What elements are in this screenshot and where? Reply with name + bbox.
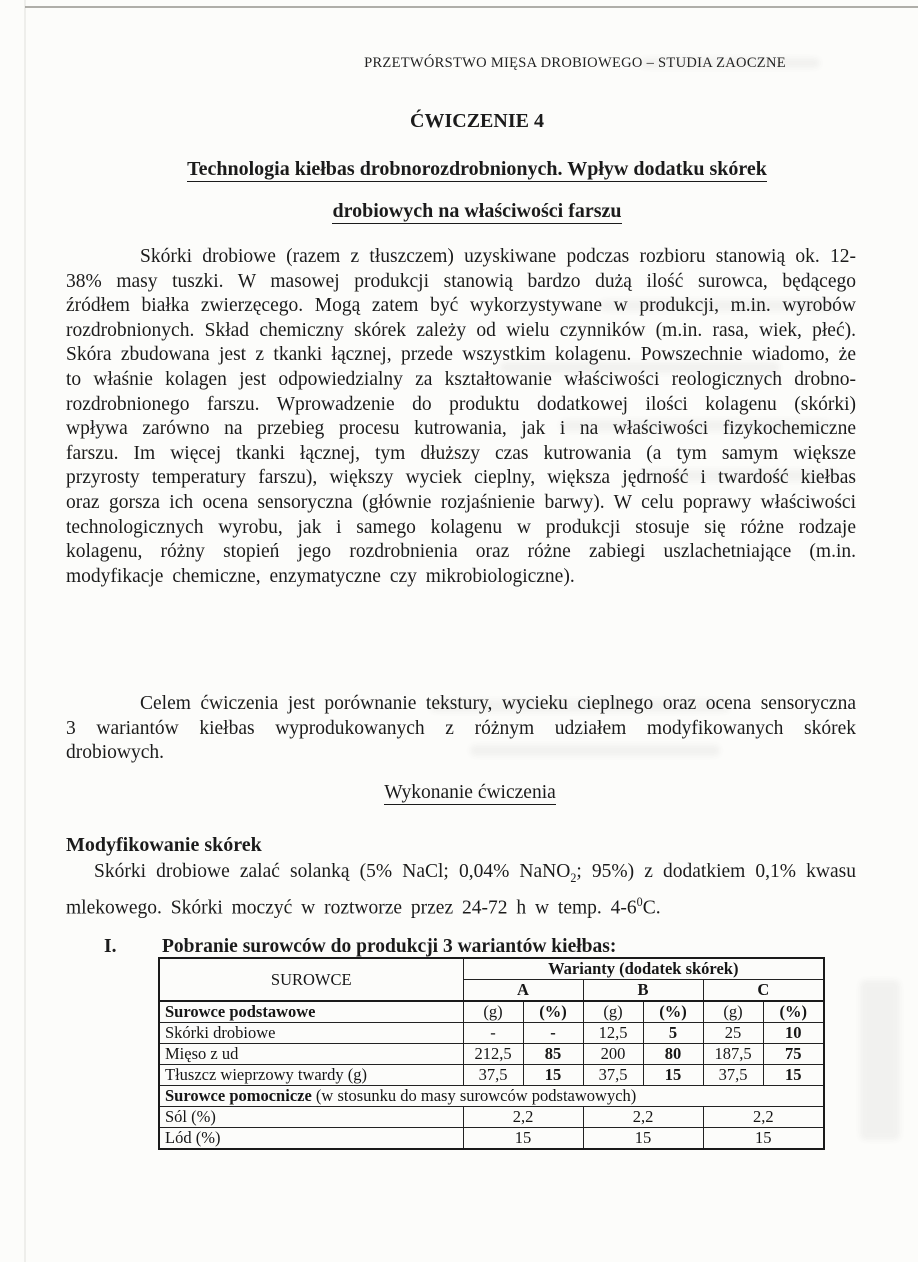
table-cell: 37,5 bbox=[703, 1065, 763, 1086]
scan-page-edge bbox=[24, 0, 26, 1262]
variant-a-header: A bbox=[463, 980, 583, 1002]
section-heading-text: Wykonanie ćwiczenia bbox=[384, 782, 556, 803]
table-cell: 37,5 bbox=[463, 1065, 523, 1086]
ingredients-table bbox=[158, 957, 825, 1150]
document-title bbox=[82, 148, 872, 232]
row-label: Sól (%) bbox=[159, 1107, 463, 1128]
aim-paragraph: Celem ćwiczenia jest porównanie tekstury, wycieku cieplnego oraz ocena sensoryczna 3 wariantów kiełbas wyprodukowanych z różnym udziałem modyfikowanych skórek drobiowych. bbox=[66, 693, 856, 764]
table-row-sol bbox=[159, 1107, 824, 1128]
table-cell: 15 bbox=[643, 1065, 703, 1086]
unit-cell: (%) bbox=[763, 1001, 824, 1023]
bleed-through-smudge bbox=[860, 980, 900, 1140]
modification-text-part: Skórki drobiowe zalać solanką (5% NaCl; 0,04% NaNO bbox=[94, 861, 571, 882]
table-cell: 2,2 bbox=[583, 1107, 703, 1128]
unit-cell: (g) bbox=[463, 1001, 523, 1023]
exercise-number-title: ĆWICZENIE 4 bbox=[410, 110, 544, 132]
table-caption bbox=[66, 936, 856, 958]
table-cell: 80 bbox=[643, 1044, 703, 1065]
row-label: Mięso z ud bbox=[159, 1044, 463, 1065]
table-cell: 15 bbox=[763, 1065, 824, 1086]
table-aux-heading-row bbox=[159, 1086, 824, 1107]
variant-c-header: C bbox=[703, 980, 824, 1002]
table-cell: 2,2 bbox=[703, 1107, 824, 1128]
row-label: Lód (%) bbox=[159, 1128, 463, 1150]
table-cell: 12,5 bbox=[583, 1023, 643, 1044]
table-cell: 5 bbox=[643, 1023, 703, 1044]
table-cell: 25 bbox=[703, 1023, 763, 1044]
document-title-line-2: drobiowych na właściwości farszu bbox=[332, 200, 622, 222]
section-heading bbox=[75, 782, 865, 804]
table-row-mieso-z-ud bbox=[159, 1044, 824, 1065]
modification-text-part: C. bbox=[642, 897, 661, 919]
table-cell: 10 bbox=[763, 1023, 824, 1044]
table-cell: 2,2 bbox=[463, 1107, 583, 1128]
table-cell: 212,5 bbox=[463, 1044, 523, 1065]
aux-heading-rest: (w stosunku do masy surowców podstawowych) bbox=[311, 1086, 637, 1105]
table-cell: 37,5 bbox=[583, 1065, 643, 1086]
subsection-heading: Modyfikowanie skórek bbox=[66, 834, 262, 856]
table-header-row bbox=[159, 958, 824, 980]
table-cell: 15 bbox=[583, 1128, 703, 1150]
row-label: Tłuszcz wieprzowy twardy (g) bbox=[159, 1065, 463, 1086]
table-row-lod bbox=[159, 1128, 824, 1150]
variant-b-header: B bbox=[583, 980, 703, 1002]
modification-text-part: ; 95%) z dodatkiem 0,1% kwasu mlekowego. Skórki moczyć w roztworze przez 24-72 h w temp. 4-6 bbox=[66, 861, 856, 919]
aux-heading-bold: Surowce pomocnicze bbox=[165, 1086, 312, 1105]
intro-paragraph: Skórki drobiowe (razem z tłuszczem) uzyskiwane podczas rozbioru stanowią ok. 12-38% masy tuszki. W masowej produkcji stanowią bardzo dużą ilość surowca, będącego źródłem białka zwierzęcego. Mogą zatem być wykorzystywane w produkcji, m.in. wyrobów rozdrobnionych. Skład chemiczny skórek zależy od wielu czynników (m.in. rasa, wiek, płeć). Skóra zbudowana jest z tkanki łącznej, przede wszystkim kolagenu. Powszechnie wiadomo, że to właśnie kolagen jest odpowiedzialny za kształtowanie właściwości reologicznych drobno-rozdrobnionego farszu. Wprowadzenie do produktu dodatkowej ilości kolagenu (skórki) wpływa zarówno na przebieg procesu kutrowania, jak i na właściwości fizykochemiczne farszu. Im więcej tkanki łącznej, tym dłuższy czas kutrowania (a tym samym większe przyrosty temperatury farszu), większy wyciek cieplny, większa jędrność i twardość kiełbas oraz gorsza ich ocena sensoryczna (głównie rozjaśnienie barwy). W celu poprawy właściwości technologicznych wyrobu, jak i samego kolagenu w produkcji stosuje się różne rodzaje kolagenu, różny stopień jego rozdrobnienia oraz różne zabiegi uszlachetniające (m.in. modyfikacje chemiczne, enzymatyczne czy mikrobiologiczne). bbox=[66, 246, 856, 587]
table-cell: 15 bbox=[703, 1128, 824, 1150]
unit-cell: (%) bbox=[643, 1001, 703, 1023]
table-header-warianty: Warianty (dodatek skórek) bbox=[463, 958, 824, 980]
table-row-skorki-drobiowe bbox=[159, 1023, 824, 1044]
unit-cell: (g) bbox=[703, 1001, 763, 1023]
table-cell: 15 bbox=[463, 1128, 583, 1150]
modification-paragraph bbox=[66, 860, 856, 922]
table-cell: 75 bbox=[763, 1044, 824, 1065]
table-units-row bbox=[159, 1001, 824, 1023]
table-cell: - bbox=[463, 1023, 523, 1044]
table-cell: 200 bbox=[583, 1044, 643, 1065]
table-row-tluszcz bbox=[159, 1065, 824, 1086]
running-header: PRZETWÓRSTWO MIĘSA DROBIOWEGO – STUDIA ZAOCZNE bbox=[364, 55, 786, 71]
scan-edge-line bbox=[25, 6, 918, 8]
table-cell: 15 bbox=[523, 1065, 583, 1086]
row-label-surowce-podstawowe: Surowce podstawowe bbox=[159, 1001, 463, 1023]
aux-heading-cell bbox=[159, 1086, 824, 1107]
unit-cell: (g) bbox=[583, 1001, 643, 1023]
table-cell: - bbox=[523, 1023, 583, 1044]
table-cell: 187,5 bbox=[703, 1044, 763, 1065]
table-header-surowce: SUROWCE bbox=[159, 958, 463, 1001]
degree-superscript: 0 bbox=[636, 895, 643, 910]
table-caption-text: Pobranie surowców do produkcji 3 wariantów kiełbas: bbox=[162, 936, 617, 957]
row-label: Skórki drobiowe bbox=[159, 1023, 463, 1044]
document-title-line-1: Technologia kiełbas drobnorozdrobnionych. Wpływ dodatku skórek bbox=[187, 158, 767, 180]
chemical-subscript: 2 bbox=[570, 870, 577, 885]
table-cell: 85 bbox=[523, 1044, 583, 1065]
unit-cell: (%) bbox=[523, 1001, 583, 1023]
table-caption-numeral: I. bbox=[104, 936, 117, 957]
